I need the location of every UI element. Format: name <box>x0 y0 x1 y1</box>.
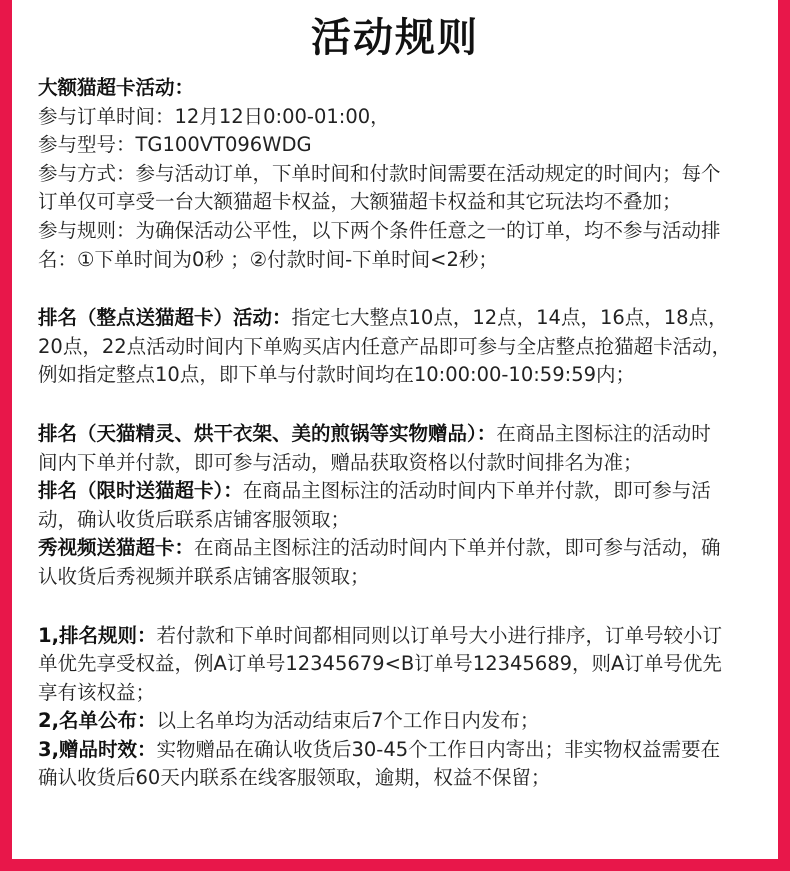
rule-line <box>38 707 764 736</box>
rule-line <box>38 361 764 390</box>
page-title: 活动规则 <box>311 15 479 61</box>
rule-heading: 排名（整点送猫超卡）活动： <box>38 306 292 330</box>
rule-line <box>38 679 764 708</box>
rule-heading: 大额猫超卡活动： <box>38 76 195 99</box>
rule-heading: 2,名单公布： <box>38 709 157 733</box>
rule-text: 指定七大整点10点，12点，14点，16点，18点， <box>291 306 728 330</box>
rule-heading: 排名（天猫精灵、烘干衣架、美的煎锅等实物赠品）： <box>38 421 497 445</box>
rule-text: 若付款和下单时间都相同则以订单号大小进行排序，订单号较小订 <box>156 623 722 647</box>
rule-line <box>38 764 764 793</box>
rule-text: 确认收货后60天内联系在线客服领取，逾期，权益不保留； <box>38 766 551 790</box>
rule-heading: 3,赠品时效： <box>38 737 157 761</box>
rule-text: 例如指定整点10点，即下单与付款时间均在10:00:00-10:59:59内； <box>38 363 636 387</box>
rule-text: 名：①下单时间为0秒 ；②付款时间-下单时间<2秒； <box>38 247 498 271</box>
rule-line <box>38 246 764 275</box>
rule-line <box>38 622 764 651</box>
rule-line <box>38 477 764 506</box>
rule-text: 在商品主图标注的活动时间内下单并付款，即可参与活动，确 <box>194 536 721 560</box>
rule-text: 在商品主图标注的活动时间内下单并付款，即可参与活 <box>242 479 711 503</box>
rule-text: 参与规则：为确保活动公平性，以下两个条件任意之一的订单，均不参与活动排 <box>38 218 721 242</box>
rule-text: 间内下单并付款，即可参与活动，赠品获取资格以付款时间排名为准； <box>38 450 643 474</box>
rule-line <box>38 420 764 449</box>
paragraph-gap <box>38 390 764 420</box>
rule-heading: 秀视频送猫超卡： <box>38 536 195 560</box>
rule-line <box>38 333 764 362</box>
rule-line <box>38 563 764 592</box>
rule-line <box>38 188 764 217</box>
rule-text: 在商品主图标注的活动时 <box>496 421 711 445</box>
rule-line <box>38 736 764 765</box>
rule-text: 以上名单均为活动结束后7个工作日内发布； <box>156 709 540 733</box>
rule-heading: 1,排名规则： <box>38 623 157 647</box>
rules-card <box>12 0 778 859</box>
rule-line <box>38 160 764 189</box>
rule-text: 参与订单时间：12月12日0:00-01:00， <box>38 104 390 128</box>
rule-line <box>38 506 764 535</box>
rule-heading: 排名（限时送猫超卡）： <box>38 479 243 503</box>
rule-text: 参与方式：参与活动订单，下单时间和付款时间需要在活动规定的时间内；每个 <box>38 161 721 185</box>
rule-line <box>38 217 764 246</box>
paragraph-gap <box>38 274 764 304</box>
rule-line <box>38 449 764 478</box>
rule-text: 动，确认收货后联系店铺客服领取； <box>38 507 351 531</box>
rule-line <box>38 304 764 333</box>
rule-line <box>38 131 764 160</box>
rule-text: 认收货后秀视频并联系店铺客服领取； <box>38 564 370 588</box>
rules-content <box>38 74 764 793</box>
rule-text: 实物赠品在确认收货后30-45个工作日内寄出；非实物权益需要在 <box>156 737 721 761</box>
rule-text: 订单仅可享受一台大额猫超卡权益，大额猫超卡权益和其它玩法均不叠加； <box>38 190 682 214</box>
rule-line <box>38 534 764 563</box>
rule-text: 参与型号：TG100VT096WDG <box>38 133 312 157</box>
rule-text: 享有该权益； <box>38 680 156 704</box>
rule-line <box>38 103 764 132</box>
rule-line <box>38 74 764 103</box>
paragraph-gap <box>38 592 764 622</box>
rule-text: 20点，22点活动时间内下单购买店内任意产品即可参与全店整点抢猫超卡活动， <box>38 334 732 358</box>
rule-line <box>38 650 764 679</box>
rule-text: 单优先享受权益，例A订单号12345679<B订单号12345689，则A订单号优先 <box>38 652 722 676</box>
